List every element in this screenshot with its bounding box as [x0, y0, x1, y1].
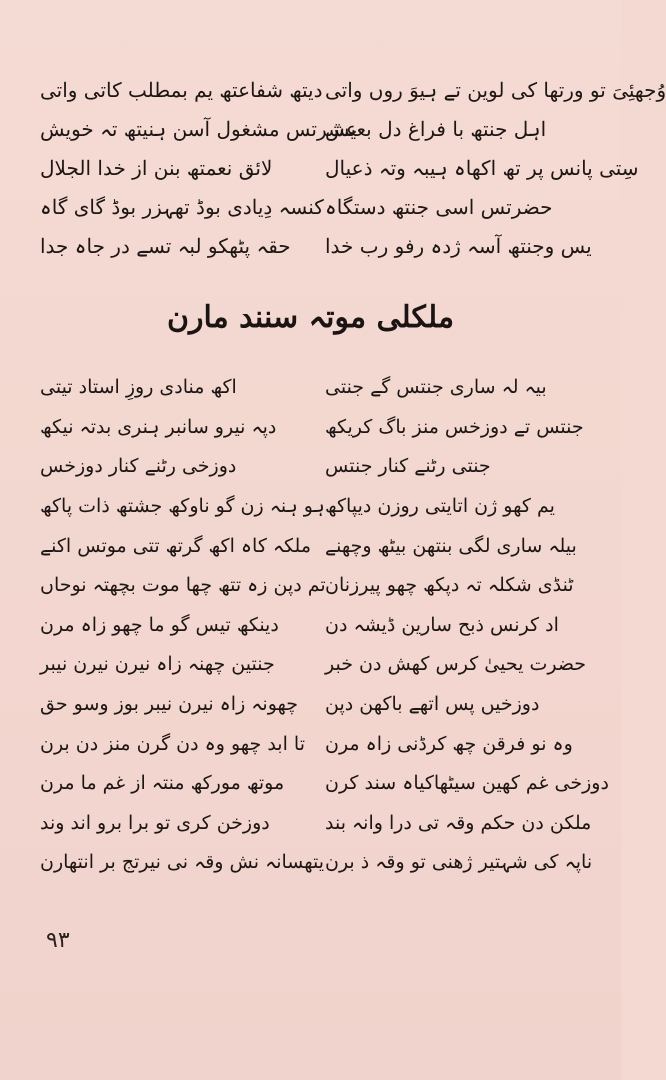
verse-line: عشرتس مشغول آسن ہنیتھ تہ خویش	[40, 116, 358, 141]
bottom-right-column	[325, 368, 609, 883]
verse-line: جنتی رٹنے کنار جنتس	[325, 455, 491, 478]
verse-line: اد کرنس ذبح سارین ڈیشہ دن	[325, 613, 559, 636]
verse-line: حقہ پٹھکو لبہ تسے در جاہ جدا	[40, 233, 291, 258]
verse-line: حضرتس اسی جنتھ دستگاہ	[325, 194, 553, 219]
verse-line: ٹنڈی شکلہ تہ دپکھ چھو پیرزنان	[325, 574, 574, 597]
verse-line: کنسہ دِیادی بوڈ تھہزر بوڈ گای گاہ	[40, 194, 324, 219]
verse-line: دوزخی غم کھین سیٹھاکیاہ سند کرن	[325, 772, 609, 795]
verse-line: دپہ نیرو سانبر ہنری بدتہ نیکھ	[40, 415, 277, 438]
verse-line: اکھ منادی روزِ استاد تیتی	[40, 376, 237, 399]
verse-line: یم کھو ژن اتایتی روزن دیپاکھ	[325, 495, 555, 518]
section-title-row	[0, 300, 621, 335]
verse-line: جنتین چھنہ زاہ نیرن نیرن نیبر	[40, 653, 275, 676]
verse-line: وہ نو فرقن چھ کرڈنی زاہ مرن	[325, 732, 573, 755]
verse-line: دوزخن کری تو برا برو اند وند	[40, 811, 270, 834]
top-left-column	[40, 70, 358, 265]
verse-line: ہو ہنہ زن گو ناوکھ جشتھ ذات پاکھ	[40, 495, 325, 518]
verse-line: جنتس تے دوزخس منز باگ کریکھ	[325, 415, 584, 438]
bottom-left-column	[40, 368, 326, 883]
top-right-column	[325, 70, 666, 265]
verse-line: ملکن دن حکم وقہ تی درا وانہ بند	[325, 811, 592, 834]
verse-line: تا ابد چھو وہ دن گرن منز دن برن	[40, 732, 305, 755]
verse-line: وُجھئِیَ تو ورتھا کی لوین تے ہیوَ روں واتی	[325, 77, 666, 102]
verse-line: ملکہ کاہ اکھ گرتھ تتی موتس اکنے	[40, 534, 312, 557]
verse-line: چھونہ زاہ نیرن نیبر بوز وسو حق	[40, 693, 299, 716]
verse-line: دوزخی رٹنے کنار دوزخس	[40, 455, 237, 478]
verse-line: سِتی پانس پر تھ اکھاہ ہیبہ وتہ ذعیال	[325, 155, 639, 180]
verse-line: حضرت یحییٰ کرس کھش دن خبر	[325, 653, 587, 676]
verse-line: اہل جنتھ با فراغ دل بعیش	[325, 116, 547, 141]
verse-line: یس وجنتھ آسہ ژدہ رفو رب خدا	[325, 233, 592, 258]
verse-line: لائق نعمتھ بنن از خدا الجلال	[40, 155, 273, 180]
verse-line: ناپہ کی شہتیر ژھنی تو وقہ ذ برن	[325, 851, 593, 874]
verse-line: بیہ لہ ساری جنتس گے جنتی	[325, 376, 547, 399]
section-title: ملکلی موتہ سنند مارن	[166, 300, 455, 335]
verse-line: تم دپن زہ تتھ چھا موت بچھتہ نوحاں	[40, 574, 326, 597]
page-number: ۹۳	[46, 928, 70, 953]
verse-line: دیتھ شفاعتھ یم بمطلب کاتی واتی	[40, 77, 323, 102]
verse-line: دینکھ تیس گو ما چھو زاہ مرن	[40, 613, 279, 636]
verse-line: موتھ مورکھ منتہ از غم ما مرن	[40, 772, 285, 795]
verse-line: دوزخیں پس اتھے باکھن دپن	[325, 693, 540, 716]
verse-line: بیلہ ساری لگی بنتھن بیٹھ وچھنے	[325, 534, 577, 557]
verse-line: یتھسانہ نش وقہ نی نیرتج بر انتھارن	[40, 851, 325, 874]
